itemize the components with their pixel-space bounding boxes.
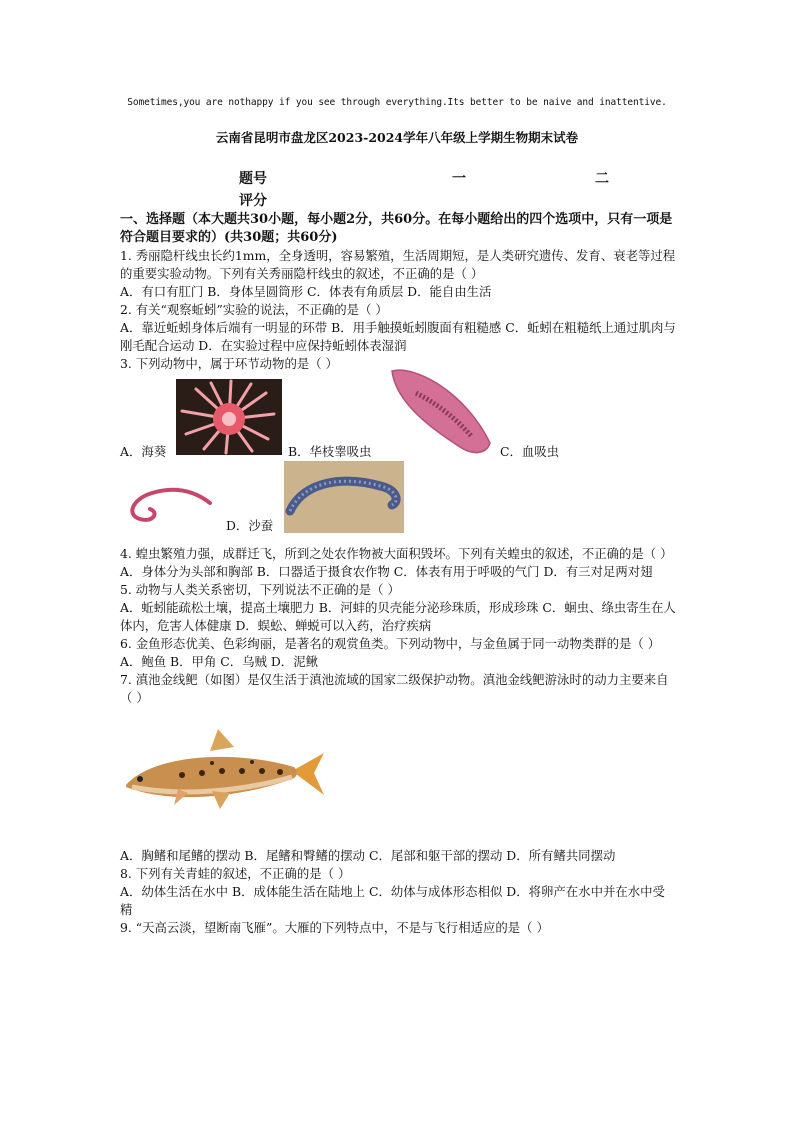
- question-1-options: A．有口有肛门 B．身体呈圆筒形 C．体表有角质层 D．能自由生活: [120, 284, 492, 299]
- page-title: 云南省昆明市盘龙区2023-2024学年八年级上学期生物期末试卷: [215, 130, 579, 145]
- question-2-options: A．靠近蚯蚓身体后端有一明显的环带 B．用手触摸蚯蚓腹面有粗糙感 C．蚯蚓在粗糙纸上通过肌肉与刚毛配合运动 D．在实验过程中应保持蚯蚓体表湿润: [120, 320, 676, 353]
- question-content: [120, 211, 676, 937]
- question-7-options: A．胸鳍和尾鳍的摆动 B．尾鳍和臀鳍的摆动 C．尾部和躯干部的摆动 D．所有鳍共同摆动: [120, 848, 616, 863]
- sea-anemone-image: [176, 379, 282, 455]
- golden-line-barbel-fish-image: [122, 725, 328, 817]
- question-3-image-options: [120, 373, 676, 545]
- question-1-stem: 1. 秀丽隐杆线虫长约1mm，全身透明，容易繁殖，生活周期短，是人类研究遗传、发育、衰老等过程的重要实验动物。下列有关秀丽隐杆线虫的叙述，不正确的是（ ）: [120, 248, 676, 281]
- question-4-options: A．身体分为头部和胸部 B．口器适于摄食农作物 C．体表有用于呼吸的气门 D．有三对足两对翅: [120, 564, 653, 579]
- question-3-stem: 3. 下列动物中，属于环节动物的是（ ）: [120, 356, 338, 371]
- question-6-options: A．鲍鱼 B．甲角 C．乌贼 D．泥鳅: [120, 654, 318, 669]
- score-row-label-score: 评分: [239, 193, 267, 209]
- question-3-option-b: B．华枝睾吸虫: [288, 444, 372, 459]
- question-7-stem: 7. 滇池金线鲃（如图）是仅生活于滇池流域的国家二级保护动物。滇池金线鲃游泳时的动力主要来自（ ）: [120, 672, 669, 705]
- question-5-options: A．蚯蚓能疏松土壤，提高土壤肥力 B．河蚌的贝壳能分泌珍珠质，形成珍珠 C．蛔虫、绦虫寄生在人体内，危害人体健康 D．蜈蚣、蝉蜕可以入药，治疗疾病: [120, 600, 676, 633]
- liver-fluke-image: [386, 363, 496, 459]
- question-5-stem: 5. 动物与人类关系密切，下列说法不正确的是（ ）: [120, 582, 400, 597]
- score-col-1: 一: [452, 171, 466, 187]
- motto: Sometimes,you are nothappy if you see through everything.Its better to be naive and inattentive.: [127, 97, 667, 108]
- question-2-stem: 2. 有关“观察蚯蚓”实验的说法，不正确的是（ ）: [120, 302, 388, 317]
- question-4-stem: 4. 蝗虫繁殖力强，成群迁飞，所到之处农作物被大面积毁坏。下列有关蝗虫的叙述，不正确的是（ ）: [120, 546, 673, 561]
- score-row-label-number: 题号: [239, 171, 267, 187]
- question-6-stem: 6. 金鱼形态优美、色彩绚丽，是著名的观赏鱼类。下列动物中，与金鱼属于同一动物类群的是（ ）: [120, 636, 661, 651]
- question-3-option-c: C．血吸虫: [500, 444, 560, 459]
- question-9-stem: 9. “天高云淡，望断南飞雁”。大雁的下列特点中，不是与飞行相适应的是（ ）: [120, 920, 549, 935]
- score-col-2: 二: [595, 171, 609, 187]
- section-heading: 一、选择题（本大题共30小题，每小题2分，共60分。在每小题给出的四个选项中，只有一项是符合题目要求的）(共30题；共60分): [120, 212, 673, 245]
- question-8-options: A．幼体生活在水中 B．成体能生活在陆地上 C．幼体与成体形态相似 D．将卵产在水中并在水中受精: [120, 884, 665, 917]
- question-3-option-d: D．沙蚕: [226, 518, 274, 533]
- sandworm-image: [284, 461, 404, 533]
- question-3-option-a: A．海葵: [120, 444, 167, 459]
- blood-fluke-image: [122, 475, 214, 529]
- question-8-stem: 8. 下列有关青蛙的叙述，不正确的是（ ）: [120, 866, 351, 881]
- question-7-figure: [120, 707, 676, 847]
